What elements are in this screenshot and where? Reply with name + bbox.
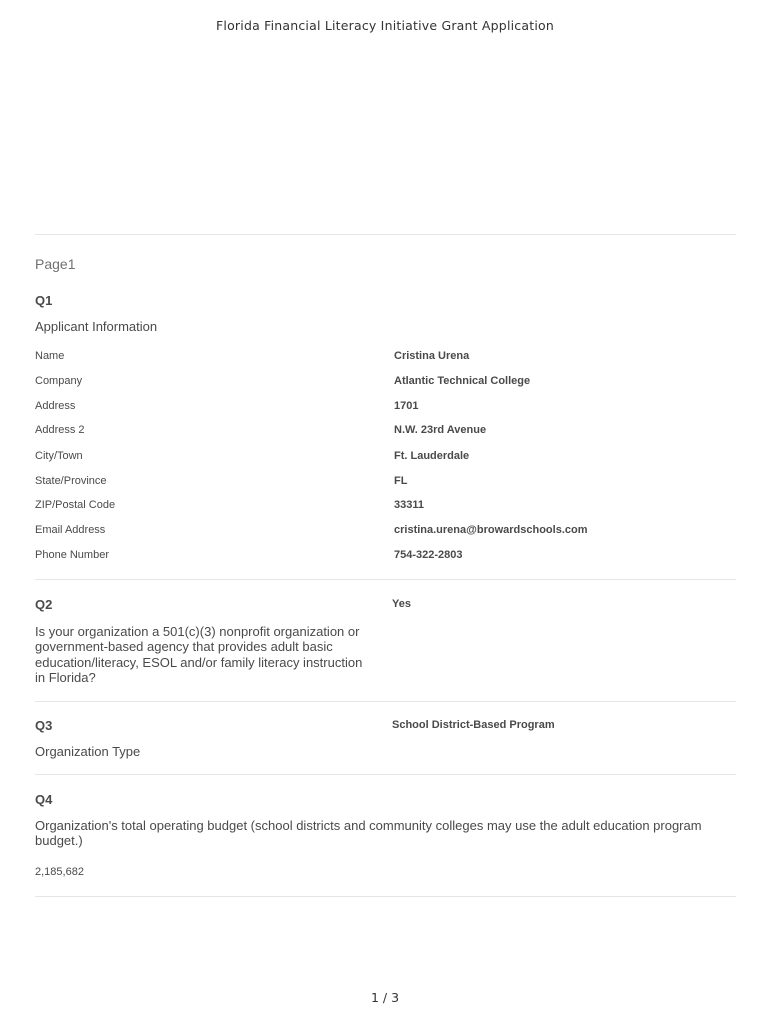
answer-q4: 2,185,682: [35, 866, 84, 878]
field-label-company: Company: [35, 375, 83, 387]
field-value-address: 1701: [394, 400, 419, 412]
field-label-address: Address: [35, 400, 76, 412]
question-number-q1: Q1: [35, 293, 53, 308]
field-value-company: Atlantic Technical College: [394, 375, 531, 387]
question-number-q4: Q4: [35, 792, 53, 807]
divider: [35, 579, 736, 580]
document-title: Florida Financial Literacy Initiative Grant Application: [216, 18, 554, 33]
field-value-name: Cristina Urena: [394, 350, 470, 362]
page-label: Page1: [35, 256, 76, 272]
divider: [35, 896, 736, 897]
divider: [35, 701, 736, 702]
field-label-phone: Phone Number: [35, 549, 109, 561]
question-text-q2-line-4: in Florida?: [35, 670, 96, 685]
question-text-q2-line-2: government-based agency that provides adult basic: [35, 639, 333, 654]
field-value-phone: 754-322-2803: [394, 549, 463, 561]
field-label-zip: ZIP/Postal Code: [35, 499, 116, 511]
field-value-email: cristina.urena@browardschools.com: [394, 524, 588, 536]
field-label-city: City/Town: [35, 450, 83, 462]
question-text-q4-line-1: Organization's total operating budget (school districts and community colleges may use the adult education program: [35, 818, 702, 833]
field-label-address-2: Address 2: [35, 424, 85, 436]
field-value-address-2: N.W. 23rd Avenue: [394, 424, 487, 436]
question-number-q2: Q2: [35, 597, 53, 612]
divider: [35, 234, 736, 235]
field-label-state: State/Province: [35, 475, 107, 487]
field-value-city: Ft. Lauderdale: [394, 450, 470, 462]
answer-q3: School District-Based Program: [392, 719, 555, 731]
field-label-name: Name: [35, 350, 65, 362]
question-text-q2-line-1: Is your organization a 501(c)(3) nonprofit organization or: [35, 624, 360, 639]
page-indicator: 1 / 3: [370, 990, 400, 1005]
field-label-email: Email Address: [35, 524, 106, 536]
field-value-zip: 33311: [394, 499, 424, 511]
question-text-q3: Organization Type: [35, 744, 141, 759]
field-value-state: FL: [394, 475, 408, 487]
divider: [35, 774, 736, 775]
question-text-q1: Applicant Information: [35, 319, 158, 334]
question-number-q3: Q3: [35, 718, 53, 733]
question-text-q2-line-3: education/literacy, ESOL and/or family literacy instruction: [35, 655, 363, 670]
answer-q2: Yes: [392, 598, 411, 610]
question-text-q4-line-2: budget.): [35, 833, 83, 848]
